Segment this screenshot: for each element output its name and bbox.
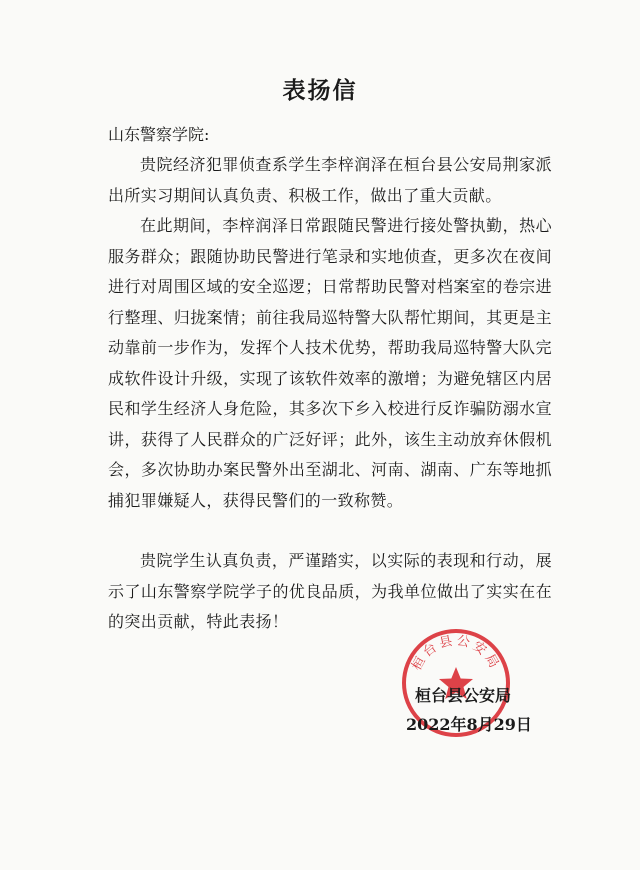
signature-organization: 桓台县公安局 [415, 686, 512, 705]
signature-date: 2022年8月29日 [406, 715, 532, 734]
svg-text:桓台县公安局: 桓台县公安局 [409, 633, 503, 674]
paragraph-2: 在此期间，李梓润泽日常跟随民警进行接处警执勤，热心服务群众；跟随协助民警进行笔录和实地侦查，更多次在夜间进行对周围区域的安全巡逻；日常帮助民警对档案室的卷宗进行整理、归拢案情；前往我局巡特警大队帮忙期间，其更是主动靠前一步作为，发挥个人技术优势，帮助我局巡特警大队完成软件设计升级，实现了该软件效率的激增；为避免辖区内居民和学生经济人身危险，其多次下乡入校进行反诈骗防溺水宣讲，获得了人民群众的广泛好评；此外，该生主动放弃休假机会，多次协助办案民警外出至湖北、河南、湖南、广东等地抓捕犯罪嫌疑人，获得民警们的一致称赞。 [108, 216, 552, 510]
paragraph-3: 贵院学生认真负责，严谨踏实，以实际的表现和行动，展示了山东警察学院学子的优良品质，为我单位做出了实实在在的突出贡献，特此表扬！ [108, 551, 552, 631]
paragraph-1: 贵院经济犯罪侦查系学生李梓润泽在桓台县公安局荆家派出所实习期间认真负责、积极工作，做出了重大贡献。 [108, 155, 552, 205]
letter-title: 表扬信 [282, 77, 358, 104]
salutation: 山东警察学院: [108, 125, 210, 144]
